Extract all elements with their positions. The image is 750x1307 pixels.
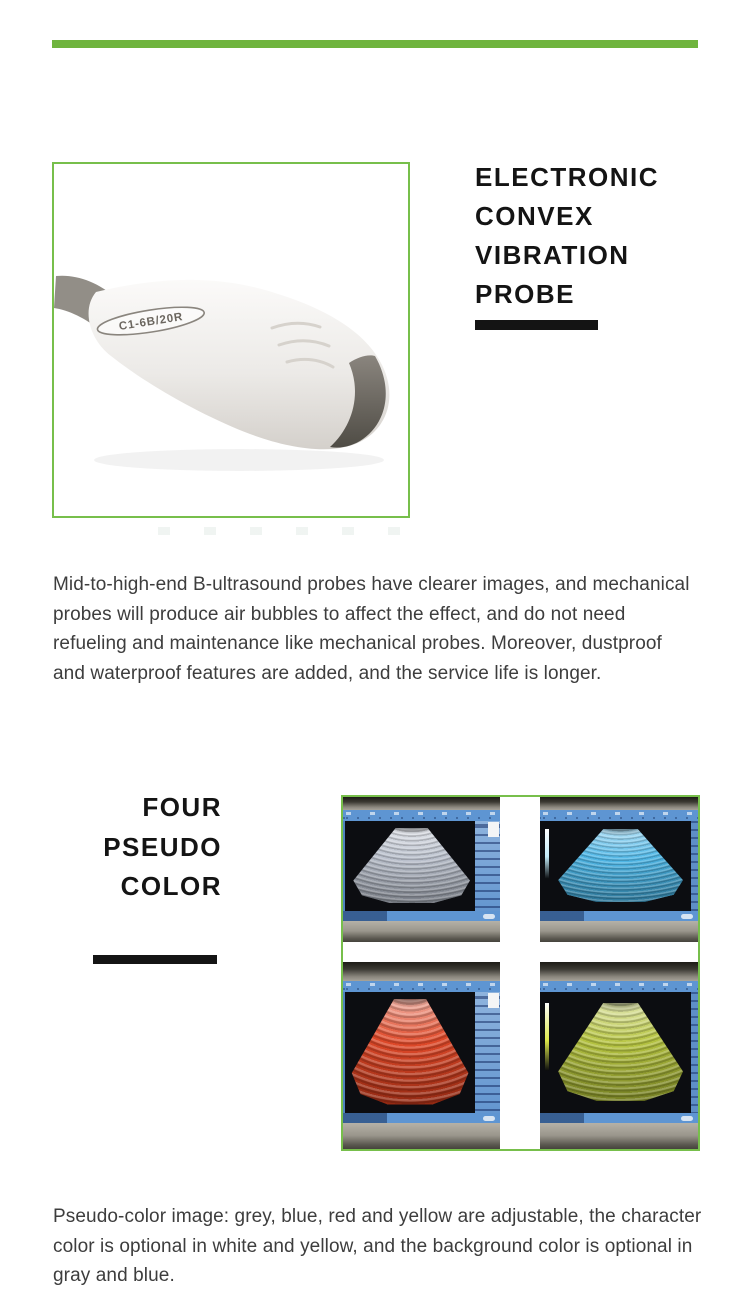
ultrasound-fan-blue: [554, 829, 687, 902]
grayscale-strip: [545, 1003, 549, 1071]
monitor-sidebar-sliver: [691, 821, 698, 911]
grid-inner: [343, 797, 698, 1149]
monitor-screen: [343, 992, 500, 1113]
ultrasound-fan-red: [348, 999, 472, 1104]
ultrasound-fan-grey: [350, 828, 474, 903]
ultrasound-screen-yellow: [540, 962, 698, 1149]
probe-photo-frame: [52, 162, 410, 518]
ultrasound-fan-yellow: [554, 1003, 687, 1101]
intro-paragraph: Mid-to-high-end B-ultrasound probes have clearer images, and mechanical probes will produce air bubbles to affect the effect, and do not need refueling and maintenance like mechanical probes. Moreover, dustproof and waterproof features are added, and the service life is longer.: [53, 574, 690, 684]
monitor-bezel-top: [343, 797, 500, 810]
pseudo-color-heading: FOUR PSEUDO COLOR: [103, 792, 222, 901]
probe-illustration: [54, 164, 408, 516]
monitor-bezel-top: [540, 962, 698, 981]
probe-shadow: [94, 449, 384, 471]
screen-corner-box: [488, 822, 499, 837]
decorative-dashes: [158, 527, 400, 535]
monitor-screen: [540, 992, 698, 1113]
monitor-status-bar: [540, 1113, 698, 1123]
monitor-bezel-top: [343, 962, 500, 981]
screen-corner-box: [488, 993, 499, 1008]
monitor-screen: [343, 821, 500, 911]
monitor-bezel-bottom: [343, 1123, 500, 1149]
monitor-screen: [540, 821, 698, 911]
monitor-bezel-bottom: [343, 921, 500, 942]
monitor-bezel-bottom: [540, 1123, 698, 1149]
monitor-bezel-top: [540, 797, 698, 810]
monitor-menu-bar: [343, 810, 500, 821]
pseudo-underline-bar: [93, 955, 217, 964]
pseudo-color-image-grid: [341, 795, 700, 1151]
probe-body: [89, 280, 390, 449]
monitor-sidebar-sliver: [691, 992, 698, 1113]
monitor-status-bar: [343, 911, 500, 921]
monitor-bezel-bottom: [540, 921, 698, 942]
ultrasound-screen-grey: [343, 797, 500, 942]
pseudo-caption: Pseudo-color image: grey, blue, red and yellow are adjustable, the character color is optional in white and yellow, and the background color is optional in gray and blue.: [53, 1206, 702, 1286]
top-green-divider: [52, 40, 698, 48]
ultrasound-screen-blue: [540, 797, 698, 942]
title-underline-bar: [475, 320, 598, 330]
section-title: ELECTRONIC CONVEX VIBRATION PROBE: [475, 162, 659, 309]
probe-model-label: C1-6B/20R: [118, 311, 184, 333]
monitor-status-bar: [540, 911, 698, 921]
monitor-status-bar: [343, 1113, 500, 1123]
monitor-sidebar-panel: [475, 992, 500, 1113]
ultrasound-screen-red: [343, 962, 500, 1149]
monitor-menu-bar: [343, 981, 500, 992]
grayscale-strip: [545, 829, 549, 879]
monitor-menu-bar: [540, 981, 698, 992]
monitor-menu-bar: [540, 810, 698, 821]
